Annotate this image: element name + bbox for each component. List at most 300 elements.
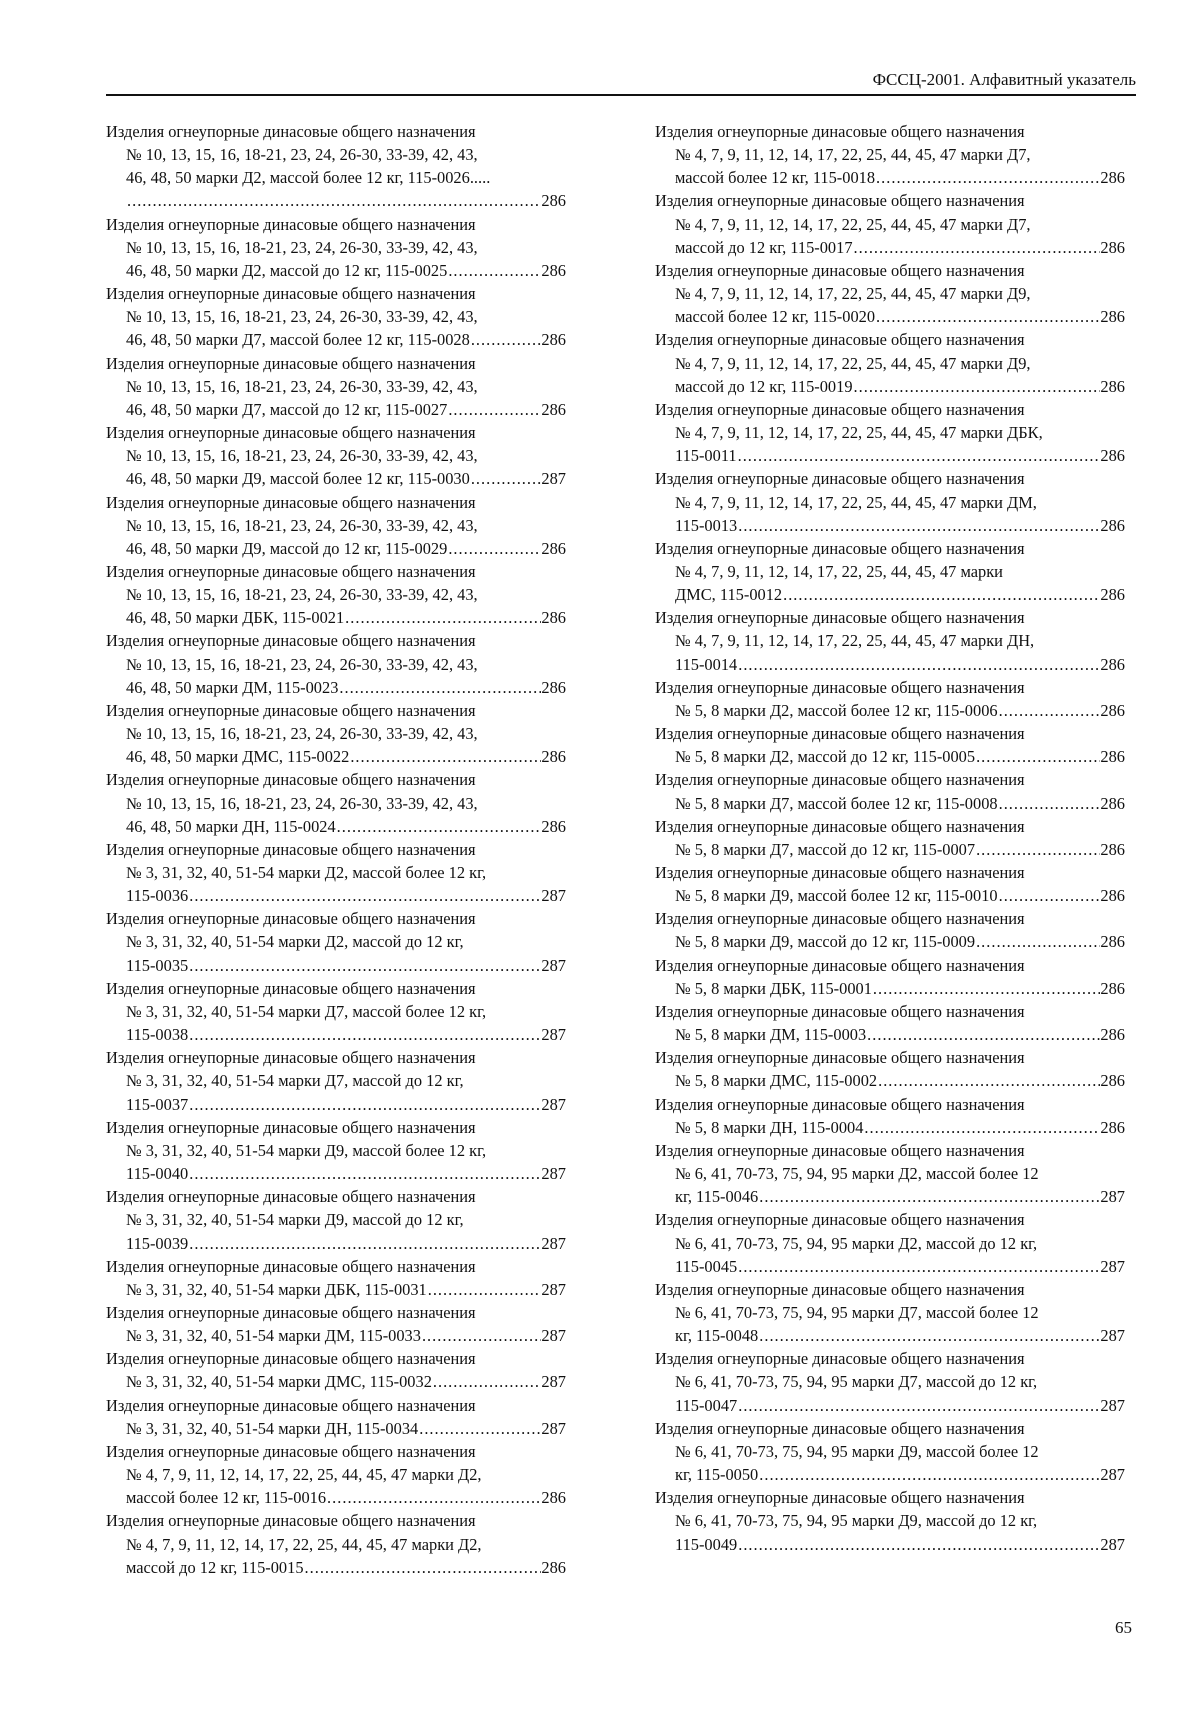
entry-line: № 3, 31, 32, 40, 51-54 марки Д7, массой более 12 кг, xyxy=(126,1001,487,1021)
index-entry xyxy=(106,560,566,629)
index-entry xyxy=(655,815,1125,861)
entry-last-line xyxy=(106,1023,566,1046)
entry-line: № 6, 41, 70-73, 75, 94, 95 марки Д2, массой более 12 xyxy=(675,1164,1039,1184)
entry-title: Изделия огнеупорные динасовые общего назначения xyxy=(655,1210,1025,1230)
entry-last-line xyxy=(106,815,566,838)
entry-page-ref: 286 xyxy=(541,816,566,836)
entry-last-line xyxy=(106,745,566,768)
entry-line: № 10, 13, 15, 16, 18-21, 23, 24, 26-30, 33-39, 42, 43, xyxy=(126,376,478,396)
entry-line: № 10, 13, 15, 16, 18-21, 23, 24, 26-30, 33-39, 42, 43, xyxy=(126,237,478,257)
entry-title: Изделия огнеупорные динасовые общего назначения xyxy=(106,122,476,141)
entry-page-ref: 287 xyxy=(541,955,566,975)
leader-dots xyxy=(336,815,542,838)
entry-text: 46, 48, 50 марки Д9, массой до 12 кг, 115-0029 xyxy=(126,538,448,558)
index-entry xyxy=(106,977,566,1046)
index-entry xyxy=(655,1278,1125,1347)
entry-last-line xyxy=(655,305,1125,328)
leader-dots xyxy=(875,166,1100,189)
entry-title: Изделия огнеупорные динасовые общего назначения xyxy=(106,631,476,651)
entry-page-ref: 287 xyxy=(1100,1256,1125,1276)
entry-line: № 6, 41, 70-73, 75, 94, 95 марки Д7, массой до 12 кг, xyxy=(675,1372,1038,1392)
entry-line: № 3, 31, 32, 40, 51-54 марки Д7, массой до 12 кг, xyxy=(126,1071,464,1091)
entry-line: № 4, 7, 9, 11, 12, 14, 17, 22, 25, 44, 45, 47 марки Д2, xyxy=(126,1465,482,1485)
entry-last-line xyxy=(106,1486,566,1509)
entry-last-line xyxy=(106,606,566,629)
entry-page-ref: 286 xyxy=(1100,585,1125,605)
entry-text: 115-0039 xyxy=(126,1233,189,1253)
entry-text: 46, 48, 50 марки ДБК, 115-0021 xyxy=(126,608,345,628)
entry-title: Изделия огнеупорные динасовые общего назначения xyxy=(655,191,1025,211)
index-entry xyxy=(106,1347,566,1393)
entry-last-line xyxy=(655,884,1125,907)
leader-dots xyxy=(470,328,542,351)
entry-page-ref: 287 xyxy=(541,1094,566,1114)
entry-line: № 10, 13, 15, 16, 18-21, 23, 24, 26-30, 33-39, 42, 43, xyxy=(126,515,478,535)
leader-dots xyxy=(418,1417,541,1440)
index-entry xyxy=(655,1046,1125,1092)
entry-last-line xyxy=(106,1278,566,1301)
leader-dots xyxy=(126,189,541,212)
entry-last-line xyxy=(655,930,1125,953)
index-entry xyxy=(655,676,1125,722)
entry-line: № 4, 7, 9, 11, 12, 14, 17, 22, 25, 44, 45, 47 марки ДБК, xyxy=(675,423,1043,443)
entry-text: массой до 12 кг, 115-0019 xyxy=(675,376,853,396)
leader-dots xyxy=(877,1069,1100,1092)
entry-page-ref: 286 xyxy=(1100,446,1125,466)
entry-last-line xyxy=(655,444,1125,467)
entry-last-line xyxy=(106,954,566,977)
index-entry xyxy=(655,1093,1125,1139)
entry-line: № 6, 41, 70-73, 75, 94, 95 марки Д7, массой более 12 xyxy=(675,1302,1039,1322)
index-entry xyxy=(106,120,566,213)
entry-line: № 10, 13, 15, 16, 18-21, 23, 24, 26-30, 33-39, 42, 43, xyxy=(126,446,478,466)
entry-text: 115-0014 xyxy=(675,654,738,674)
entry-page-ref: 286 xyxy=(541,1488,566,1508)
index-entry xyxy=(655,189,1125,258)
entry-last-line xyxy=(655,1185,1125,1208)
entry-text: массой до 12 кг, 115-0017 xyxy=(675,237,853,257)
entry-title: Изделия огнеупорные динасовые общего назначения xyxy=(655,1279,1025,1299)
leader-dots xyxy=(737,444,1101,467)
entry-text: кг, 115-0050 xyxy=(675,1465,759,1485)
entry-text: № 5, 8 марки Д7, массой более 12 кг, 115-0008 xyxy=(675,793,998,813)
entry-title: Изделия огнеупорные динасовые общего назначения xyxy=(655,955,1025,975)
index-entry xyxy=(655,467,1125,536)
entry-page-ref: 287 xyxy=(541,1326,566,1346)
index-entry xyxy=(106,768,566,837)
entry-last-line xyxy=(655,236,1125,259)
entry-title: Изделия огнеупорные динасовые общего назначения xyxy=(655,538,1025,558)
entry-last-line xyxy=(655,792,1125,815)
entry-last-line xyxy=(655,583,1125,606)
entry-text: 115-0035 xyxy=(126,955,189,975)
entry-line: № 4, 7, 9, 11, 12, 14, 17, 22, 25, 44, 45, 47 марки Д7, xyxy=(675,145,1031,165)
entry-line: № 4, 7, 9, 11, 12, 14, 17, 22, 25, 44, 45, 47 марки ДМ, xyxy=(675,492,1037,512)
entry-page-ref: 286 xyxy=(541,399,566,419)
leader-dots xyxy=(863,1116,1100,1139)
entry-text: № 5, 8 марки Д7, массой до 12 кг, 115-0007 xyxy=(675,839,976,859)
leader-dots xyxy=(758,1463,1100,1486)
index-entry xyxy=(655,1347,1125,1416)
entry-page-ref: 286 xyxy=(1100,978,1125,998)
entry-title: Изделия огнеупорные динасовые общего назначения xyxy=(655,1349,1025,1369)
entry-line: № 10, 13, 15, 16, 18-21, 23, 24, 26-30, 33-39, 42, 43, xyxy=(126,145,478,165)
entry-line: № 6, 41, 70-73, 75, 94, 95 марки Д2, массой до 12 кг, xyxy=(675,1233,1038,1253)
entry-page-ref: 286 xyxy=(1100,515,1125,535)
entry-last-line xyxy=(655,514,1125,537)
entry-line: № 4, 7, 9, 11, 12, 14, 17, 22, 25, 44, 45, 47 марки Д7, xyxy=(675,214,1031,234)
leader-dots xyxy=(737,653,1100,676)
index-entry xyxy=(106,629,566,698)
leader-dots xyxy=(998,699,1101,722)
entry-title: Изделия огнеупорные динасовые общего назначения xyxy=(655,1001,1025,1021)
entry-text: массой более 12 кг, 115-0020 xyxy=(675,307,876,327)
entry-last-line xyxy=(106,1370,566,1393)
entry-text: № 3, 31, 32, 40, 51-54 марки ДМ, 115-0033 xyxy=(126,1326,421,1346)
entry-page-ref: 286 xyxy=(1100,654,1125,674)
index-entry xyxy=(106,213,566,282)
entry-page-ref: 286 xyxy=(1100,839,1125,859)
entry-title: Изделия огнеупорные динасовые общего назначения xyxy=(106,978,476,998)
leader-dots xyxy=(975,745,1100,768)
index-entry xyxy=(106,1046,566,1115)
entry-title: Изделия огнеупорные динасовые общего назначения xyxy=(106,1048,476,1068)
index-entry xyxy=(655,328,1125,397)
leader-dots xyxy=(344,606,541,629)
index-entry xyxy=(655,259,1125,328)
entry-title: Изделия огнеупорные динасовые общего назначения xyxy=(106,909,476,929)
entry-page-ref: 286 xyxy=(1100,1117,1125,1137)
entry-last-line xyxy=(106,1417,566,1440)
leader-dots xyxy=(421,1324,541,1347)
entry-text: № 3, 31, 32, 40, 51-54 марки ДН, 115-0034 xyxy=(126,1418,419,1438)
entry-page-ref: 287 xyxy=(1100,1534,1125,1554)
entry-title: Изделия огнеупорные динасовые общего назначения xyxy=(655,260,1025,280)
entry-text: 115-0049 xyxy=(675,1534,738,1554)
leader-dots xyxy=(737,1255,1100,1278)
page-number: 65 xyxy=(1115,1618,1132,1637)
entry-title: Изделия огнеупорные динасовые общего назначения xyxy=(655,1094,1025,1114)
entry-title: Изделия огнеупорные динасовые общего назначения xyxy=(106,1187,476,1207)
entry-text: 46, 48, 50 марки Д9, массой более 12 кг, 115-0030 xyxy=(126,469,470,489)
entry-page-ref: 286 xyxy=(541,747,566,767)
entry-line: № 6, 41, 70-73, 75, 94, 95 марки Д9, массой более 12 xyxy=(675,1441,1039,1461)
index-entry xyxy=(106,421,566,490)
entry-page-ref: 286 xyxy=(541,330,566,350)
entry-title: Изделия огнеупорные динасовые общего назначения xyxy=(106,1395,476,1415)
leader-dots xyxy=(737,1394,1100,1417)
entry-text: № 5, 8 марки Д9, массой более 12 кг, 115-0010 xyxy=(675,886,998,906)
index-entry xyxy=(655,1139,1125,1208)
entry-line: № 6, 41, 70-73, 75, 94, 95 марки Д9, массой до 12 кг, xyxy=(675,1511,1038,1531)
entry-text: массой до 12 кг, 115-0015 xyxy=(126,1557,304,1577)
entry-last-line xyxy=(655,1324,1125,1347)
entry-text: № 5, 8 марки Д2, массой более 12 кг, 115-0006 xyxy=(675,700,998,720)
entry-title: Изделия огнеупорные динасовые общего назначения xyxy=(106,492,476,512)
index-entry xyxy=(106,282,566,351)
entry-last-line xyxy=(655,166,1125,189)
leader-dots xyxy=(188,1232,541,1255)
entry-title: Изделия огнеупорные динасовые общего назначения xyxy=(655,1140,1025,1160)
leader-dots xyxy=(188,1023,541,1046)
entry-last-line xyxy=(106,328,566,351)
index-entry xyxy=(655,722,1125,768)
entry-title: Изделия огнеупорные динасовые общего назначения xyxy=(106,770,476,790)
entry-page-ref: 286 xyxy=(1100,932,1125,952)
entry-text: массой более 12 кг, 115-0018 xyxy=(675,168,876,188)
entry-text: № 5, 8 марки ДМ, 115-0003 xyxy=(675,1025,867,1045)
entry-text: № 3, 31, 32, 40, 51-54 марки ДМС, 115-0032 xyxy=(126,1372,432,1392)
index-entry xyxy=(106,491,566,560)
entry-text: 46, 48, 50 марки Д2, массой до 12 кг, 115-0025 xyxy=(126,260,448,280)
entry-text: кг, 115-0048 xyxy=(675,1326,759,1346)
leader-dots xyxy=(866,1023,1100,1046)
entry-line: № 10, 13, 15, 16, 18-21, 23, 24, 26-30, 33-39, 42, 43, xyxy=(126,654,478,674)
entry-page-ref: 286 xyxy=(541,260,566,280)
entry-text: № 5, 8 марки Д2, массой до 12 кг, 115-0005 xyxy=(675,747,976,767)
leader-dots xyxy=(470,467,542,490)
entry-last-line xyxy=(655,838,1125,861)
index-entry xyxy=(106,352,566,421)
entry-text: 46, 48, 50 марки Д7, массой до 12 кг, 115-0027 xyxy=(126,399,448,419)
entry-page-ref: 286 xyxy=(541,191,566,211)
entry-page-ref: 287 xyxy=(541,1164,566,1184)
entry-title: Изделия огнеупорные динасовые общего назначения xyxy=(655,677,1025,697)
entry-title: Изделия огнеупорные динасовые общего назначения xyxy=(106,1256,476,1276)
header-title: ФССЦ-2001. Алфавитный указатель xyxy=(872,70,1136,89)
entry-last-line xyxy=(655,1463,1125,1486)
entry-last-line xyxy=(106,398,566,421)
entry-last-line xyxy=(655,653,1125,676)
entry-title: Изделия огнеупорные динасовые общего назначения xyxy=(655,608,1025,628)
leader-dots xyxy=(872,977,1100,1000)
leader-dots xyxy=(188,1162,541,1185)
index-column-left xyxy=(106,120,566,1579)
index-entry xyxy=(655,398,1125,467)
entry-title: Изделия огнеупорные динасовые общего назначения xyxy=(106,1441,476,1461)
entry-text: 46, 48, 50 марки ДН, 115-0024 xyxy=(126,816,336,836)
leader-dots xyxy=(188,954,541,977)
entry-title: Изделия огнеупорные динасовые общего назначения xyxy=(106,1117,476,1137)
entry-text: № 3, 31, 32, 40, 51-54 марки ДБК, 115-0031 xyxy=(126,1279,427,1299)
leader-dots xyxy=(853,375,1101,398)
entry-line: № 3, 31, 32, 40, 51-54 марки Д9, массой до 12 кг, xyxy=(126,1210,464,1230)
leader-dots xyxy=(349,745,541,768)
entry-page-ref: 287 xyxy=(1100,1326,1125,1346)
entry-page-ref: 286 xyxy=(541,608,566,628)
entry-text: 115-0037 xyxy=(126,1094,189,1114)
entry-last-line xyxy=(655,745,1125,768)
entry-title: Изделия огнеупорные динасовые общего назначения xyxy=(106,1302,476,1322)
entry-last-line xyxy=(655,699,1125,722)
leader-dots xyxy=(447,398,541,421)
entry-line: № 4, 7, 9, 11, 12, 14, 17, 22, 25, 44, 45, 47 марки Д9, xyxy=(675,284,1031,304)
entry-title: Изделия огнеупорные динасовые общего назначения xyxy=(655,399,1025,419)
entry-text: 115-0036 xyxy=(126,886,189,906)
index-entry xyxy=(106,907,566,976)
index-entry xyxy=(655,1486,1125,1555)
entry-title: Изделия огнеупорные динасовые общего назначения xyxy=(655,816,1025,836)
leader-dots xyxy=(737,1533,1100,1556)
entry-last-line xyxy=(106,189,566,212)
entry-line: 46, 48, 50 марки Д2, массой более 12 кг, 115-0026..... xyxy=(126,168,491,188)
entry-text: 115-0040 xyxy=(126,1164,189,1184)
entry-text: 115-0045 xyxy=(675,1256,738,1276)
entry-line: № 4, 7, 9, 11, 12, 14, 17, 22, 25, 44, 45, 47 марки xyxy=(675,561,1003,581)
leader-dots xyxy=(447,259,541,282)
entry-last-line xyxy=(106,676,566,699)
entry-page-ref: 287 xyxy=(1100,1395,1125,1415)
entry-last-line xyxy=(106,537,566,560)
leader-dots xyxy=(447,537,541,560)
entry-page-ref: 286 xyxy=(541,1557,566,1577)
index-entry xyxy=(106,699,566,768)
entry-page-ref: 287 xyxy=(541,469,566,489)
entry-last-line xyxy=(655,1255,1125,1278)
entry-title: Изделия огнеупорные динасовые общего назначения xyxy=(655,469,1025,489)
leader-dots xyxy=(326,1486,541,1509)
entry-text: 46, 48, 50 марки ДМС, 115-0022 xyxy=(126,747,350,767)
leader-dots xyxy=(432,1370,542,1393)
entry-last-line xyxy=(106,467,566,490)
leader-dots xyxy=(737,514,1100,537)
entry-text: кг, 115-0046 xyxy=(675,1187,759,1207)
entry-last-line xyxy=(106,1093,566,1116)
index-entry xyxy=(106,1509,566,1578)
index-entry xyxy=(655,768,1125,814)
index-entry xyxy=(655,537,1125,606)
index-entry xyxy=(655,907,1125,953)
entry-title: Изделия огнеупорные динасовые общего назначения xyxy=(655,863,1025,882)
entry-title: Изделия огнеупорные динасовые общего назначения xyxy=(655,122,1025,141)
index-entry xyxy=(106,1185,566,1254)
entry-last-line xyxy=(655,1023,1125,1046)
entry-line: № 4, 7, 9, 11, 12, 14, 17, 22, 25, 44, 45, 47 марки ДН, xyxy=(675,631,1035,651)
entry-last-line xyxy=(655,1394,1125,1417)
entry-page-ref: 286 xyxy=(1100,1071,1125,1091)
entry-line: № 10, 13, 15, 16, 18-21, 23, 24, 26-30, 33-39, 42, 43, xyxy=(126,585,478,605)
entry-text: № 5, 8 марки ДБК, 115-0001 xyxy=(675,978,872,998)
entry-title: Изделия огнеупорные динасовые общего назначения xyxy=(106,839,476,859)
index-entry xyxy=(655,1417,1125,1486)
index-entry xyxy=(106,1440,566,1509)
entry-title: Изделия огнеупорные динасовые общего назначения xyxy=(655,770,1025,790)
entry-page-ref: 286 xyxy=(1100,700,1125,720)
entry-title: Изделия огнеупорные динасовые общего назначения xyxy=(655,1488,1025,1508)
index-entry xyxy=(655,954,1125,1000)
entry-last-line xyxy=(106,1232,566,1255)
entry-last-line xyxy=(106,259,566,282)
leader-dots xyxy=(188,1093,541,1116)
index-entry xyxy=(106,1116,566,1185)
leader-dots xyxy=(758,1185,1100,1208)
leader-dots xyxy=(998,884,1101,907)
entry-page-ref: 287 xyxy=(541,1418,566,1438)
entry-text: массой более 12 кг, 115-0016 xyxy=(126,1488,327,1508)
entry-page-ref: 286 xyxy=(541,538,566,558)
index-entry xyxy=(655,1208,1125,1277)
entry-page-ref: 287 xyxy=(541,886,566,906)
entry-title: Изделия огнеупорные динасовые общего назначения xyxy=(106,284,476,304)
entry-page-ref: 287 xyxy=(541,1025,566,1045)
leader-dots xyxy=(975,930,1100,953)
entry-title: Изделия огнеупорные динасовые общего назначения xyxy=(106,423,476,443)
entry-page-ref: 287 xyxy=(1100,1187,1125,1207)
index-entry xyxy=(106,838,566,907)
entry-text: № 5, 8 марки ДМС, 115-0002 xyxy=(675,1071,878,1091)
entry-line: № 4, 7, 9, 11, 12, 14, 17, 22, 25, 44, 45, 47 марки Д2, xyxy=(126,1534,482,1554)
entry-last-line xyxy=(655,1533,1125,1556)
entry-text: 115-0047 xyxy=(675,1395,738,1415)
entry-page-ref: 286 xyxy=(1100,307,1125,327)
entry-line: № 10, 13, 15, 16, 18-21, 23, 24, 26-30, 33-39, 42, 43, xyxy=(126,724,478,744)
entry-text: 115-0038 xyxy=(126,1025,189,1045)
entry-title: Изделия огнеупорные динасовые общего назначения xyxy=(106,1349,476,1369)
entry-text: 46, 48, 50 марки Д7, массой более 12 кг, 115-0028 xyxy=(126,330,470,350)
entry-last-line xyxy=(655,977,1125,1000)
leader-dots xyxy=(853,236,1101,259)
entry-page-ref: 286 xyxy=(1100,168,1125,188)
entry-title: Изделия огнеупорные динасовые общего назначения xyxy=(106,353,476,373)
index-column-right xyxy=(655,120,1125,1556)
entry-text: 115-0013 xyxy=(675,515,738,535)
entry-title: Изделия огнеупорные динасовые общего назначения xyxy=(655,724,1025,744)
entry-last-line xyxy=(655,375,1125,398)
page-header xyxy=(106,68,1136,96)
entry-title: Изделия огнеупорные динасовые общего назначения xyxy=(106,1511,476,1531)
leader-dots xyxy=(782,583,1100,606)
entry-title: Изделия огнеупорные динасовые общего назначения xyxy=(106,561,476,581)
leader-dots xyxy=(975,838,1100,861)
index-entry xyxy=(106,1301,566,1347)
index-entry xyxy=(655,1000,1125,1046)
entry-page-ref: 286 xyxy=(541,677,566,697)
leader-dots xyxy=(998,792,1101,815)
leader-dots xyxy=(338,676,541,699)
entry-text: 46, 48, 50 марки ДМ, 115-0023 xyxy=(126,677,339,697)
index-entry xyxy=(106,1394,566,1440)
index-entry xyxy=(655,606,1125,675)
entry-text: 115-0011 xyxy=(675,446,737,466)
index-entry xyxy=(655,120,1125,189)
leader-dots xyxy=(875,305,1100,328)
entry-text: № 5, 8 марки ДН, 115-0004 xyxy=(675,1117,864,1137)
entry-title: Изделия огнеупорные динасовые общего назначения xyxy=(106,700,476,720)
entry-page-ref: 286 xyxy=(1100,886,1125,906)
entry-line: № 3, 31, 32, 40, 51-54 марки Д2, массой более 12 кг, xyxy=(126,863,487,882)
entry-title: Изделия огнеупорные динасовые общего назначения xyxy=(655,330,1025,350)
entry-title: Изделия огнеупорные динасовые общего назначения xyxy=(655,909,1025,929)
entry-page-ref: 287 xyxy=(541,1279,566,1299)
entry-last-line xyxy=(106,1162,566,1185)
entry-title: Изделия огнеупорные динасовые общего назначения xyxy=(655,1048,1025,1068)
entry-last-line xyxy=(106,884,566,907)
entry-last-line xyxy=(655,1069,1125,1092)
entry-page-ref: 287 xyxy=(541,1372,566,1392)
entry-title: Изделия огнеупорные динасовые общего назначения xyxy=(106,214,476,234)
entry-last-line xyxy=(106,1556,566,1579)
entry-page-ref: 286 xyxy=(1100,376,1125,396)
entry-page-ref: 286 xyxy=(1100,793,1125,813)
entry-last-line xyxy=(106,1324,566,1347)
entry-line: № 4, 7, 9, 11, 12, 14, 17, 22, 25, 44, 45, 47 марки Д9, xyxy=(675,353,1031,373)
entry-line: № 3, 31, 32, 40, 51-54 марки Д9, массой более 12 кг, xyxy=(126,1140,487,1160)
index-entry xyxy=(655,861,1125,907)
entry-line: № 10, 13, 15, 16, 18-21, 23, 24, 26-30, 33-39, 42, 43, xyxy=(126,793,478,813)
leader-dots xyxy=(304,1556,542,1579)
leader-dots xyxy=(427,1278,542,1301)
entry-text: ДМС, 115-0012 xyxy=(675,585,783,605)
